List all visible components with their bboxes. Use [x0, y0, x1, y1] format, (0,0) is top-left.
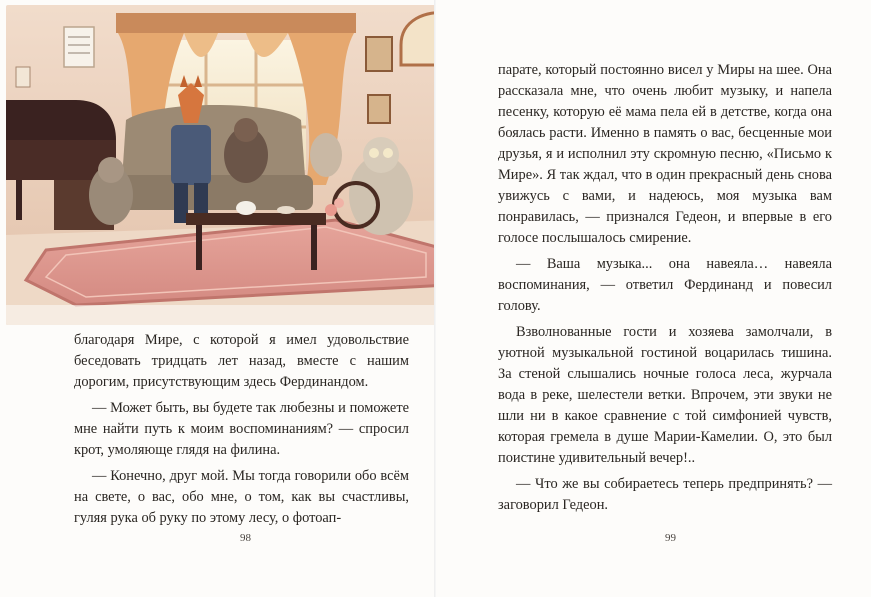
book-illustration [6, 5, 448, 325]
right-page [436, 0, 871, 597]
left-page [0, 0, 435, 597]
paragraph: — Что же вы собираетесь теперь предпринять? — заговорил Гедеон. [498, 476, 832, 513]
left-page-text [74, 330, 409, 529]
paragraph: — Ваша музыка... она навеяла… навеяла воспоминания, — ответил Фердинанд и повесил голову. [498, 256, 832, 314]
parlor-scene-illustration [6, 5, 448, 325]
page-number: 99 [665, 532, 676, 544]
paragraph: Взволнованные гости и хозяева замолчали, в уютной музыкальной гостиной воцарилась тишина. За стеной слышались ночные голоса леса, журчала вода в реке, шелестели ветки. Впрочем, эти звуки не шли ни в какое сравнение с той симфонией чувств, которая гремела в душе Марии-Камелии. О, это был поистине удивительный вечер!.. [498, 324, 832, 466]
paragraph: парате, который постоянно висел у Миры на шее. Она рассказала мне, что очень любит музыку, и напела песенку, которую её мама пела ей в детстве, когда она боялась расти. Именно в память о вас, бесценные мои друзья, я и исполнил эту скромную песню, «Письмо к Мире». Я так ждал, что в один прекрасный день снова увижусь с вами, и надеюсь, моя музыка вам понравилась, — признался Гедеон, и впервые в его голосе послышалось смирение. [498, 62, 832, 246]
right-page-text [498, 60, 832, 516]
paragraph: — Может быть, вы будете так любезны и поможете мне найти путь к моим воспоминаниям? — спросил крот, умоляюще глядя на филина. [74, 400, 409, 458]
paragraph: благодаря Мире, с которой я имел удовольствие беседовать тридцать лет назад, вместе с нашим дорогим, присутствующим здесь Фердинандом. [74, 332, 409, 390]
paragraph: — Конечно, друг мой. Мы тогда говорили обо всём на свете, о вас, обо мне, о том, как вы счастливы, гуляя рука об руку по этому лесу, о фотоап- [74, 468, 409, 526]
page-number: 98 [240, 532, 251, 544]
